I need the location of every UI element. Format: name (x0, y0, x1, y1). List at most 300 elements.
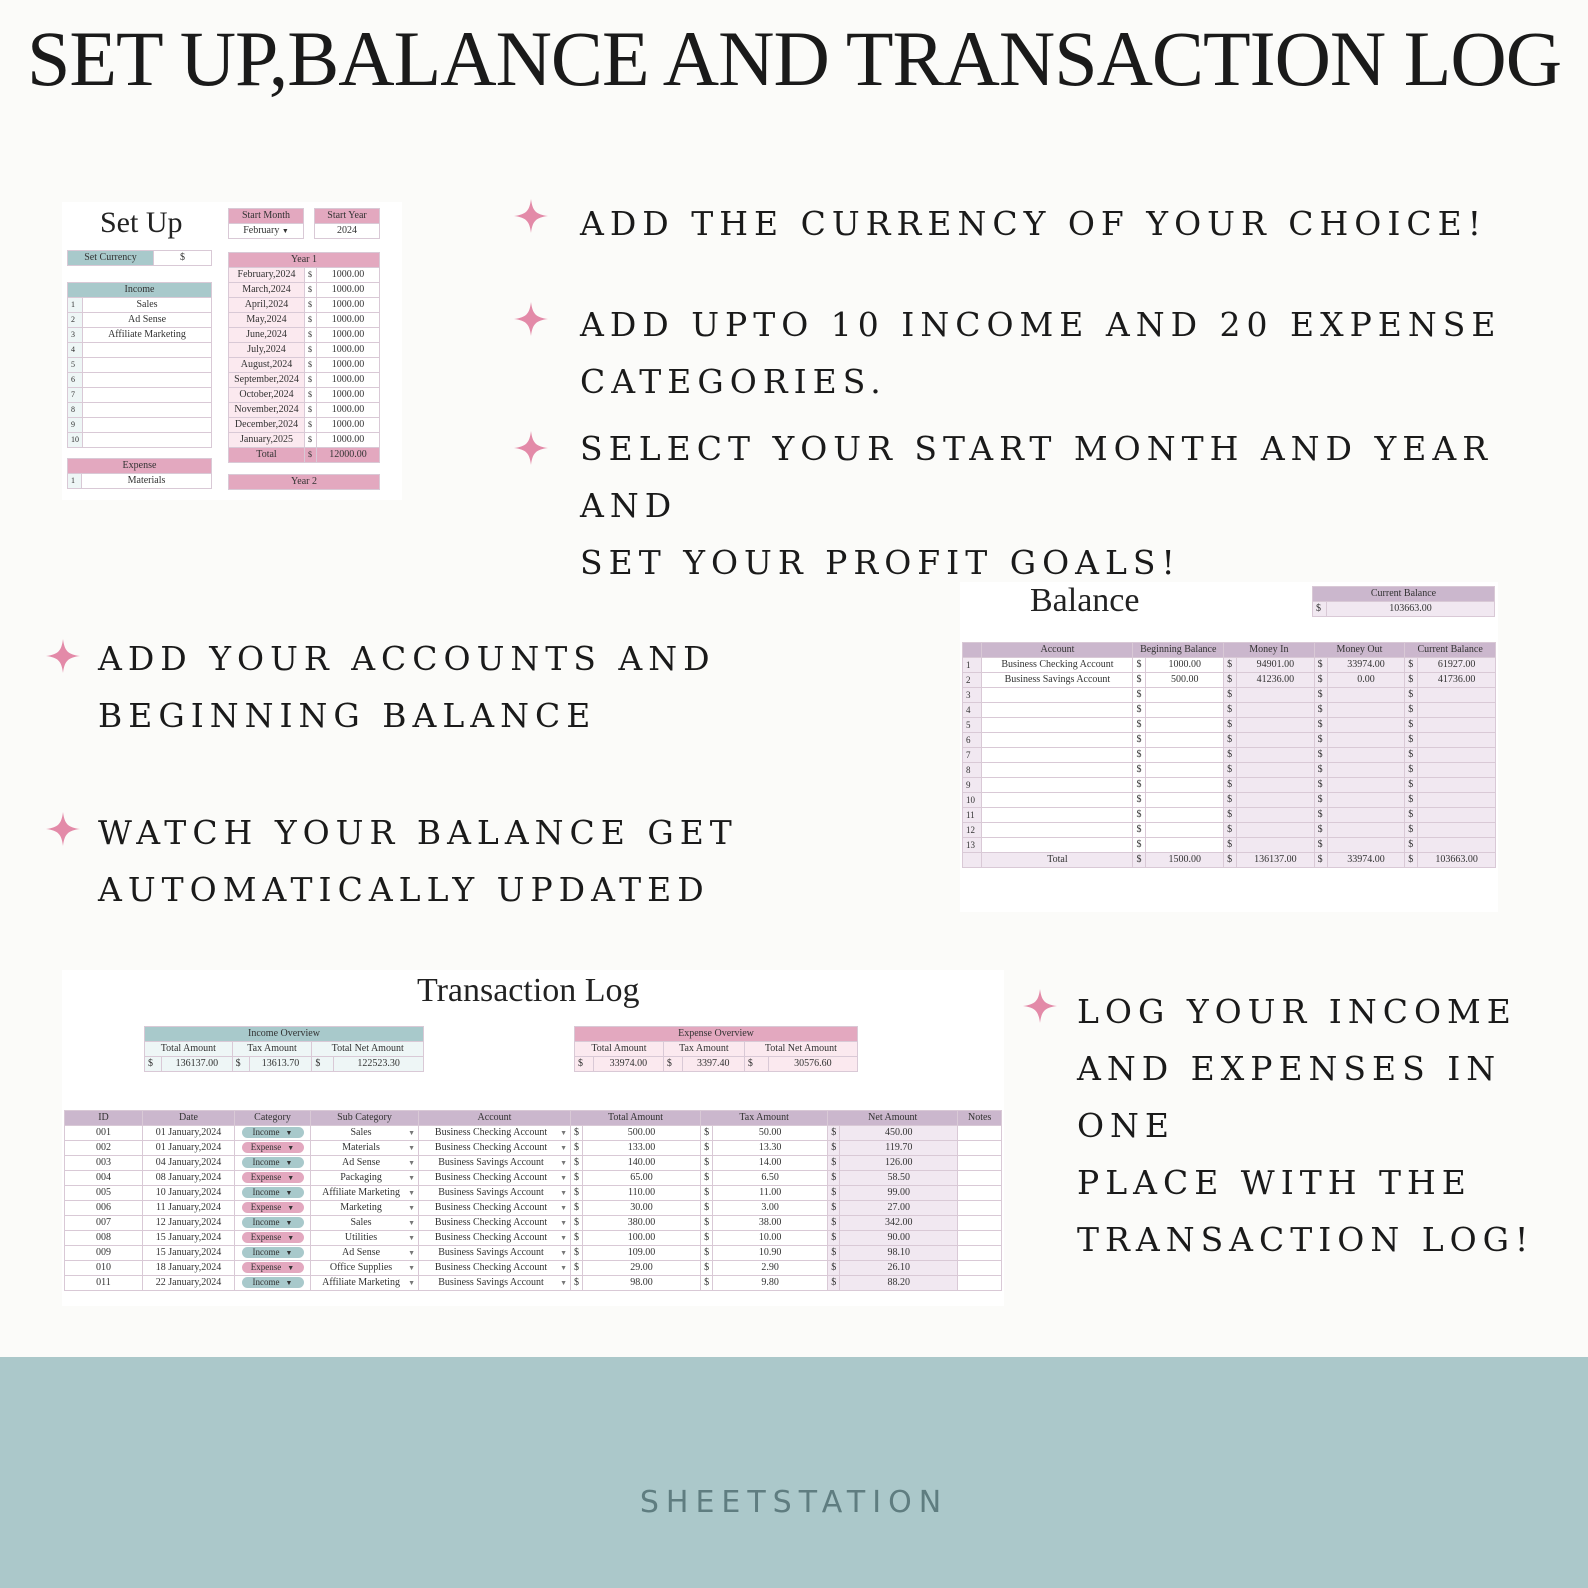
dropdown-arrow-icon: ▼ (287, 1204, 295, 1212)
tx-notes[interactable] (958, 1231, 1002, 1246)
currency-symbol: $ (571, 1216, 583, 1231)
tx-net-amount: 27.00 (840, 1201, 958, 1216)
tx-notes[interactable] (958, 1186, 1002, 1201)
tx-id: 009 (65, 1246, 143, 1261)
balance-table (962, 642, 1496, 868)
balance-total-current: 103663.00 (1418, 853, 1496, 868)
bullet-start: SELECT YOUR START MONTH AND YEAR AND SET YOUR PROFIT GOALS! (580, 429, 1494, 582)
income-total-label: Total Amount (145, 1042, 233, 1057)
tx-tax-amount: 10.00 (713, 1231, 828, 1246)
income-item[interactable] (83, 358, 212, 373)
current-balance-symbol: $ (1313, 602, 1327, 617)
balance-begin-value[interactable] (1146, 808, 1224, 823)
balance-begin-value[interactable] (1146, 763, 1224, 778)
tx-notes[interactable] (958, 1216, 1002, 1231)
transaction-row (65, 1201, 1002, 1216)
year1-goal-value[interactable]: 1000.00 (317, 433, 380, 448)
tx-category-select[interactable] (235, 1141, 311, 1156)
balance-in-value (1237, 838, 1315, 853)
bullet-accounts: ADD YOUR ACCOUNTS AND BEGINNING BALANCE (98, 639, 716, 735)
dropdown-arrow-icon: ▼ (287, 1264, 295, 1272)
year1-row (229, 298, 380, 313)
tx-category-label: Expense (250, 1142, 282, 1152)
income-item[interactable] (83, 373, 212, 388)
tx-net-amount: 98.10 (840, 1246, 958, 1261)
tx-date[interactable]: 04 January,2024 (143, 1156, 235, 1171)
tx-category-label: Income (252, 1187, 280, 1197)
currency-symbol: $ (1133, 823, 1146, 838)
tx-id: 001 (65, 1126, 143, 1141)
income-net-value: 122523.30 (334, 1057, 424, 1072)
tx-notes[interactable] (958, 1126, 1002, 1141)
currency-symbol: $ (1314, 718, 1327, 733)
currency-symbol: $ (828, 1141, 840, 1156)
tx-category-label: Expense (250, 1202, 282, 1212)
year1-row (229, 313, 380, 328)
income-row-number: 3 (68, 328, 83, 343)
tx-total-amount[interactable]: 109.00 (583, 1246, 701, 1261)
start-month-select[interactable] (229, 224, 304, 239)
tx-col-subcategory: Sub Category (311, 1111, 419, 1126)
income-total-value: 136137.00 (162, 1057, 233, 1072)
tx-date[interactable]: 10 January,2024 (143, 1186, 235, 1201)
balance-in-value (1237, 763, 1315, 778)
balance-begin-value[interactable] (1146, 823, 1224, 838)
balance-account-name[interactable] (982, 778, 1133, 793)
balance-col-account: Account (982, 643, 1133, 658)
tx-subcategory-select[interactable] (311, 1141, 419, 1156)
tx-subcategory-select[interactable] (311, 1186, 419, 1201)
currency-symbol: $ (744, 1057, 768, 1072)
tx-category-select[interactable] (235, 1276, 311, 1291)
tx-id: 006 (65, 1201, 143, 1216)
tx-category-pill (242, 1157, 304, 1168)
currency-symbol: $ (1133, 733, 1146, 748)
currency-symbol: $ (305, 268, 317, 283)
balance-col-money-in: Money In (1224, 643, 1315, 658)
income-row-number: 7 (68, 388, 83, 403)
balance-out-value (1327, 703, 1405, 718)
currency-symbol: $ (305, 433, 317, 448)
income-row-number: 8 (68, 403, 83, 418)
expense-row-number: 1 (68, 474, 82, 489)
currency-symbol: $ (305, 298, 317, 313)
balance-account-name[interactable] (982, 688, 1133, 703)
tx-subcategory-select[interactable] (311, 1156, 419, 1171)
currency-symbol: $ (305, 403, 317, 418)
income-item[interactable]: Ad Sense (83, 313, 212, 328)
currency-symbol: $ (1314, 853, 1327, 868)
year1-goal-value[interactable]: 1000.00 (317, 268, 380, 283)
tx-category-select[interactable] (235, 1261, 311, 1276)
tx-id: 007 (65, 1216, 143, 1231)
balance-row (963, 808, 1496, 823)
year1-goal-value[interactable]: 1000.00 (317, 418, 380, 433)
currency-symbol: $ (1405, 658, 1418, 673)
tx-category-select[interactable] (235, 1246, 311, 1261)
balance-total-spacer (963, 853, 982, 868)
balance-account-name[interactable] (982, 703, 1133, 718)
current-balance-value: 103663.00 (1327, 602, 1495, 617)
currency-symbol: $ (571, 1141, 583, 1156)
currency-symbol: $ (571, 1246, 583, 1261)
balance-begin-value[interactable] (1146, 733, 1224, 748)
tx-date[interactable]: 11 January,2024 (143, 1201, 235, 1216)
tx-notes[interactable] (958, 1201, 1002, 1216)
balance-row-number: 6 (963, 733, 982, 748)
currency-symbol: $ (1405, 733, 1418, 748)
start-month-label: Start Month (229, 209, 304, 224)
balance-begin-value[interactable]: 500.00 (1146, 673, 1224, 688)
currency-symbol: $ (1133, 718, 1146, 733)
dropdown-arrow-icon: ▼ (408, 1174, 415, 1182)
year1-month: November,2024 (229, 403, 305, 418)
dropdown-arrow-icon: ▼ (560, 1264, 567, 1272)
currency-symbol: $ (828, 1216, 840, 1231)
balance-account-name[interactable] (982, 823, 1133, 838)
dropdown-arrow-icon: ▼ (287, 1174, 295, 1182)
tx-total-amount[interactable]: 29.00 (583, 1261, 701, 1276)
year1-month: September,2024 (229, 373, 305, 388)
balance-account-name[interactable]: Business Savings Account (982, 673, 1133, 688)
tx-account-select[interactable] (419, 1126, 571, 1141)
balance-row (963, 793, 1496, 808)
balance-begin-value[interactable] (1146, 778, 1224, 793)
tx-total-amount[interactable]: 110.00 (583, 1186, 701, 1201)
setup-title: Set Up (100, 206, 183, 239)
tx-total-amount[interactable]: 30.00 (583, 1201, 701, 1216)
transaction-log-title: Transaction Log (417, 972, 640, 1009)
tx-account-select[interactable] (419, 1261, 571, 1276)
tx-net-amount: 126.00 (840, 1156, 958, 1171)
tx-category-select[interactable] (235, 1216, 311, 1231)
currency-symbol: $ (663, 1057, 682, 1072)
currency-symbol: $ (828, 1186, 840, 1201)
currency-symbol: $ (305, 448, 317, 463)
balance-begin-value[interactable] (1146, 838, 1224, 853)
currency-symbol: $ (1405, 838, 1418, 853)
balance-in-value (1237, 718, 1315, 733)
tx-subcategory-select[interactable] (311, 1201, 419, 1216)
tx-tax-amount: 6.50 (713, 1171, 828, 1186)
tx-date[interactable]: 01 January,2024 (143, 1126, 235, 1141)
transaction-log-panel (62, 970, 1004, 1306)
tx-account-label: Business Checking Account (434, 1142, 548, 1153)
tx-total-amount[interactable]: 100.00 (583, 1231, 701, 1246)
tx-subcategory-select[interactable] (311, 1246, 419, 1261)
year1-goal-value[interactable]: 1000.00 (317, 298, 380, 313)
tx-notes[interactable] (958, 1141, 1002, 1156)
currency-label: Set Currency (68, 251, 154, 266)
tx-category-select[interactable] (235, 1156, 311, 1171)
tx-subcategory-select[interactable] (311, 1216, 419, 1231)
tx-total-amount[interactable]: 98.00 (583, 1276, 701, 1291)
income-item[interactable] (83, 343, 212, 358)
balance-account-name[interactable] (982, 718, 1133, 733)
dropdown-arrow-icon: ▼ (408, 1279, 415, 1287)
balance-begin-value[interactable] (1146, 793, 1224, 808)
balance-in-value (1237, 748, 1315, 763)
income-item[interactable] (83, 433, 212, 448)
balance-account-name[interactable] (982, 793, 1133, 808)
balance-begin-value[interactable] (1146, 748, 1224, 763)
start-year-label: Start Year (315, 209, 380, 224)
balance-col-beginning: Beginning Balance (1133, 643, 1224, 658)
currency-symbol: $ (701, 1261, 713, 1276)
tx-tax-amount: 2.90 (713, 1261, 828, 1276)
balance-begin-value[interactable] (1146, 703, 1224, 718)
tx-account-select[interactable] (419, 1186, 571, 1201)
balance-account-name[interactable] (982, 763, 1133, 778)
balance-begin-value[interactable] (1146, 688, 1224, 703)
currency-symbol: $ (1314, 703, 1327, 718)
currency-symbol: $ (312, 1057, 334, 1072)
year1-row (229, 343, 380, 358)
tx-notes[interactable] (958, 1246, 1002, 1261)
tx-date[interactable]: 22 January,2024 (143, 1276, 235, 1291)
balance-in-value: 94901.00 (1237, 658, 1315, 673)
year1-goal-value[interactable]: 1000.00 (317, 373, 380, 388)
balance-col-index (963, 643, 982, 658)
tx-subcategory-label: Affiliate Marketing (322, 1277, 400, 1288)
income-item[interactable] (83, 403, 212, 418)
expense-net-value: 30576.60 (768, 1057, 857, 1072)
tx-col-id: ID (65, 1111, 143, 1126)
tx-account-select[interactable] (419, 1201, 571, 1216)
income-row (68, 298, 212, 313)
currency-symbol: $ (305, 418, 317, 433)
tx-total-amount[interactable]: 500.00 (583, 1126, 701, 1141)
balance-title: Balance (1030, 582, 1140, 619)
balance-col-money-out: Money Out (1314, 643, 1405, 658)
tx-tax-amount: 13.30 (713, 1141, 828, 1156)
dropdown-arrow-icon: ▼ (408, 1189, 415, 1197)
year1-row (229, 283, 380, 298)
income-item[interactable]: Sales (83, 298, 212, 313)
tx-tax-amount: 14.00 (713, 1156, 828, 1171)
balance-current-value (1418, 808, 1496, 823)
balance-out-value (1327, 793, 1405, 808)
balance-in-value (1237, 703, 1315, 718)
year1-goal-value[interactable]: 1000.00 (317, 403, 380, 418)
tx-total-amount[interactable]: 65.00 (583, 1171, 701, 1186)
expense-table (67, 458, 212, 489)
tx-subcategory-select[interactable] (311, 1261, 419, 1276)
tx-category-select[interactable] (235, 1186, 311, 1201)
income-item[interactable] (83, 388, 212, 403)
tx-date[interactable]: 01 January,2024 (143, 1141, 235, 1156)
tx-col-account: Account (419, 1111, 571, 1126)
currency-symbol: $ (828, 1276, 840, 1291)
tx-category-label: Income (252, 1247, 280, 1257)
currency-symbol: $ (575, 1057, 594, 1072)
expense-item[interactable]: Materials (82, 474, 212, 489)
sparkle-icon (514, 199, 548, 233)
tx-subcategory-select[interactable] (311, 1231, 419, 1246)
income-row-number: 1 (68, 298, 83, 313)
balance-in-value (1237, 733, 1315, 748)
balance-row-number: 12 (963, 823, 982, 838)
start-year-input[interactable]: 2024 (315, 224, 380, 239)
dropdown-arrow-icon: ▼ (285, 1189, 293, 1197)
dropdown-arrow-icon: ▼ (285, 1159, 293, 1167)
balance-current-value (1418, 793, 1496, 808)
tx-notes[interactable] (958, 1156, 1002, 1171)
income-item[interactable]: Affiliate Marketing (83, 328, 212, 343)
year1-total-value: 12000.00 (317, 448, 380, 463)
tx-date[interactable]: 18 January,2024 (143, 1261, 235, 1276)
year1-goal-value[interactable]: 1000.00 (317, 358, 380, 373)
balance-current-value (1418, 838, 1496, 853)
tx-account-label: Business Checking Account (434, 1217, 548, 1228)
currency-symbol: $ (1314, 748, 1327, 763)
tx-category-pill (242, 1247, 304, 1258)
year1-goal-value[interactable]: 1000.00 (317, 388, 380, 403)
currency-symbol: $ (701, 1156, 713, 1171)
tx-subcategory-select[interactable] (311, 1171, 419, 1186)
tx-subcategory-label: Sales (350, 1217, 372, 1228)
balance-row (963, 703, 1496, 718)
tx-category-select[interactable] (235, 1201, 311, 1216)
tx-category-select[interactable] (235, 1126, 311, 1141)
tx-category-label: Expense (250, 1262, 282, 1272)
year2-table (228, 474, 380, 490)
transaction-table (64, 1110, 1002, 1291)
tx-category-select[interactable] (235, 1231, 311, 1246)
tx-date[interactable]: 12 January,2024 (143, 1216, 235, 1231)
year1-goal-value[interactable]: 1000.00 (317, 343, 380, 358)
balance-account-name[interactable] (982, 748, 1133, 763)
expense-tax-label: Tax Amount (663, 1042, 744, 1057)
tx-col-tax: Tax Amount (701, 1111, 828, 1126)
tx-id: 005 (65, 1186, 143, 1201)
balance-row (963, 718, 1496, 733)
balance-out-value (1327, 778, 1405, 793)
tx-notes[interactable] (958, 1261, 1002, 1276)
dropdown-arrow-icon: ▼ (408, 1219, 415, 1227)
currency-symbol: $ (1133, 748, 1146, 763)
currency-symbol: $ (1133, 763, 1146, 778)
tx-category-select[interactable] (235, 1171, 311, 1186)
balance-account-name[interactable] (982, 733, 1133, 748)
year1-row (229, 373, 380, 388)
tx-account-select[interactable] (419, 1246, 571, 1261)
balance-row (963, 658, 1496, 673)
tx-net-amount: 99.00 (840, 1186, 958, 1201)
tx-date[interactable]: 15 January,2024 (143, 1231, 235, 1246)
tx-category-pill (242, 1232, 304, 1243)
currency-input[interactable]: $ (154, 251, 212, 266)
balance-account-name[interactable] (982, 808, 1133, 823)
year1-goal-value[interactable]: 1000.00 (317, 283, 380, 298)
balance-row (963, 733, 1496, 748)
currency-symbol: $ (305, 313, 317, 328)
currency-symbol: $ (305, 358, 317, 373)
year1-row (229, 433, 380, 448)
balance-account-name[interactable]: Business Checking Account (982, 658, 1133, 673)
tx-tax-amount: 9.80 (713, 1276, 828, 1291)
current-balance-table (1312, 586, 1495, 617)
currency-symbol: $ (1314, 688, 1327, 703)
currency-symbol: $ (1405, 763, 1418, 778)
currency-symbol: $ (828, 1126, 840, 1141)
balance-in-value (1237, 688, 1315, 703)
tx-category-label: Expense (250, 1172, 282, 1182)
dropdown-arrow-icon: ▼ (408, 1249, 415, 1257)
balance-out-value (1327, 838, 1405, 853)
sparkle-icon (46, 639, 80, 673)
currency-symbol: $ (1405, 718, 1418, 733)
balance-in-value (1237, 778, 1315, 793)
tx-notes[interactable] (958, 1171, 1002, 1186)
tx-date[interactable]: 08 January,2024 (143, 1171, 235, 1186)
tx-col-date: Date (143, 1111, 235, 1126)
tx-account-select[interactable] (419, 1231, 571, 1246)
balance-total-in: 136137.00 (1237, 853, 1315, 868)
tx-account-select[interactable] (419, 1171, 571, 1186)
income-tax-value: 13613.70 (249, 1057, 312, 1072)
balance-row-number: 3 (963, 688, 982, 703)
year1-month: July,2024 (229, 343, 305, 358)
tx-account-select[interactable] (419, 1276, 571, 1291)
tx-account-select[interactable] (419, 1141, 571, 1156)
currency-symbol: $ (1405, 688, 1418, 703)
income-overview-table (144, 1026, 424, 1072)
tx-total-amount[interactable]: 380.00 (583, 1216, 701, 1231)
balance-total-begin: 1500.00 (1146, 853, 1224, 868)
currency-symbol: $ (1224, 853, 1237, 868)
balance-out-value (1327, 748, 1405, 763)
tx-date[interactable]: 15 January,2024 (143, 1246, 235, 1261)
currency-symbol: $ (305, 328, 317, 343)
income-item[interactable] (83, 418, 212, 433)
year1-goal-value[interactable]: 1000.00 (317, 313, 380, 328)
tx-account-select[interactable] (419, 1216, 571, 1231)
balance-account-name[interactable] (982, 838, 1133, 853)
income-header: Income (68, 283, 212, 298)
income-table (67, 282, 212, 448)
tx-tax-amount: 10.90 (713, 1246, 828, 1261)
tx-total-amount[interactable]: 140.00 (583, 1156, 701, 1171)
balance-begin-value[interactable] (1146, 718, 1224, 733)
brand-name: SHEETSTATION (639, 1485, 949, 1520)
year1-month: March,2024 (229, 283, 305, 298)
tx-total-amount[interactable]: 133.00 (583, 1141, 701, 1156)
tx-subcategory-select[interactable] (311, 1126, 419, 1141)
currency-symbol: $ (1224, 673, 1237, 688)
balance-current-value (1418, 703, 1496, 718)
balance-row (963, 673, 1496, 688)
currency-symbol: $ (1224, 688, 1237, 703)
balance-row (963, 838, 1496, 853)
dropdown-arrow-icon: ▼ (285, 1279, 293, 1287)
dropdown-arrow-icon: ▼ (408, 1234, 415, 1242)
tx-notes[interactable] (958, 1276, 1002, 1291)
currency-symbol: $ (571, 1186, 583, 1201)
balance-row-number: 8 (963, 763, 982, 778)
tx-subcategory-label: Materials (342, 1142, 380, 1153)
year1-goal-value[interactable]: 1000.00 (317, 328, 380, 343)
tx-subcategory-select[interactable] (311, 1276, 419, 1291)
tx-category-pill (242, 1262, 304, 1273)
balance-begin-value[interactable]: 1000.00 (1146, 658, 1224, 673)
income-row (68, 358, 212, 373)
year2-header: Year 2 (229, 475, 380, 490)
tx-category-pill (242, 1277, 304, 1288)
tx-account-select[interactable] (419, 1156, 571, 1171)
currency-symbol: $ (1224, 823, 1237, 838)
balance-current-value (1418, 763, 1496, 778)
